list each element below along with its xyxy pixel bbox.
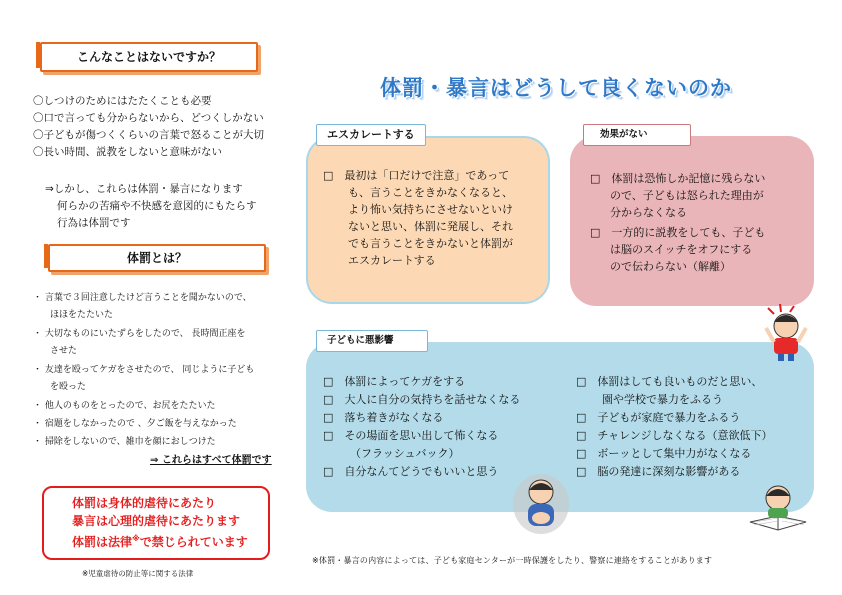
- no-effect-tag: 効果がない: [583, 124, 691, 146]
- no-effect-line: ので伝わらない（解離）: [610, 260, 731, 273]
- legal-line-1: 体罰は身体的虐待にあたり: [72, 496, 217, 510]
- impact-item: □ ボーッとして集中力がなくなる: [576, 447, 752, 460]
- impact-tag: 子どもに悪影響: [316, 330, 428, 352]
- escalate-line: より怖い気持ちにさせないといけ: [348, 203, 513, 216]
- impact-item: □ 落ち着きがなくなる: [323, 411, 444, 424]
- example-line: ほほをたたいた: [50, 310, 114, 320]
- law-note: ※児童虐待の防止等に関する法律: [82, 569, 194, 578]
- question-item: 〇しつけのためにはたたくことも必要: [33, 95, 212, 107]
- escalate-line: ないと思い、体罰に発展し、それ: [348, 220, 513, 233]
- no-effect-line: □ 一方的に説教をしても、子ども: [590, 226, 766, 239]
- example-line: させた: [50, 346, 78, 356]
- studying-child-illustration: [746, 476, 810, 534]
- sad-child-illustration: [510, 470, 572, 536]
- impact-item: □ 自分なんてどうでもいいと思う: [323, 465, 499, 478]
- example-line: ・ 大切なものにいたずらをしたので、 長時間正座を: [33, 329, 246, 339]
- header-what-is-label: 体罰とは？: [126, 251, 187, 265]
- question-item: 〇子どもが傷つくくらいの言葉で怒ることが大切: [33, 129, 264, 141]
- header-question-label: こんなことはないですか？: [76, 50, 221, 64]
- example-line: ・ 友達を殴ってケガをさせたので、 同じように子ども: [33, 365, 255, 375]
- impact-item: （フラッシュバック）: [350, 447, 460, 460]
- escalate-line: □ 最初は「口だけで注意」であって: [323, 169, 510, 182]
- no-effect-line: は脳のスイッチをオフにする: [610, 243, 753, 256]
- no-effect-line: 分からなくなる: [610, 206, 687, 219]
- footer-note: ※体罰・暴言の内容によっては、子ども家庭センターが一時保護をしたり、警察に連絡をすることがあります: [312, 556, 713, 565]
- example-line: ・ 掃除をしないので、雑巾を顔におしつけた: [33, 437, 216, 447]
- escalate-tag: エスカレートする: [316, 124, 426, 146]
- note-line: 行為は体罰です: [57, 217, 131, 229]
- conclusion-text: ⇒ これらはすべて体罰です: [150, 455, 272, 466]
- no-effect-line: ので、子どもは怒られた理由が: [610, 189, 764, 202]
- note-line: ⇒しかし、これらは体罰・暴言になります: [45, 183, 243, 195]
- example-line: ・ 他人のものをとったので、お尻をたたいた: [33, 401, 216, 411]
- impact-item: □ 体罰によってケガをする: [323, 375, 466, 388]
- legal-footnote-mark: ※: [132, 534, 140, 543]
- header-question: [40, 42, 258, 72]
- question-item: 〇長い時間、説教をしないと意味がない: [33, 146, 222, 158]
- impact-item: 園や学校で暴力をふるう: [602, 393, 723, 406]
- escalate-line: エスカレートする: [348, 254, 436, 267]
- page-title: 体罰・暴言はどうして良くないのか: [380, 76, 732, 100]
- example-line: ・ 言葉で３回注意したけど言うことを聞かないので、: [33, 293, 252, 303]
- example-line: を殴った: [50, 382, 87, 392]
- angry-child-illustration: [760, 302, 816, 362]
- escalate-line: も、言うことをきかなくなると、: [348, 186, 513, 199]
- impact-item: □ チャレンジしなくなる（意欲低下）: [576, 429, 773, 442]
- example-line: ・ 宿題をしなかったので 、夕ご飯を与えなかった: [33, 419, 237, 429]
- no-effect-panel: [570, 136, 814, 306]
- header-what-is: [48, 244, 266, 272]
- escalate-line: でも言うことをきかないと体罰が: [348, 237, 513, 250]
- impact-item: □ その場面を思い出して怖くなる: [323, 429, 499, 442]
- impact-item: □ 子どもが家庭で暴力をふるう: [576, 411, 741, 424]
- question-item: 〇口で言っても分からないから、どつくしかない: [33, 112, 264, 124]
- impact-item: □ 脳の発達に深刻な影響がある: [576, 465, 741, 478]
- legal-warning-box: [42, 486, 270, 560]
- impact-item: □ 体罰はしても良いものだと思い、: [576, 375, 763, 388]
- impact-item: □ 大人に自分の気持ちを話せなくなる: [323, 393, 521, 406]
- legal-line-3: 体罰は法律※で禁じられています: [72, 534, 248, 549]
- legal-line-2: 暴言は心理的虐待にあたります: [72, 514, 241, 528]
- no-effect-line: □ 体罰は恐怖しか記憶に残らない: [590, 172, 766, 185]
- note-line: 何らかの苦痛や不快感を意図的にもたらす: [57, 200, 257, 212]
